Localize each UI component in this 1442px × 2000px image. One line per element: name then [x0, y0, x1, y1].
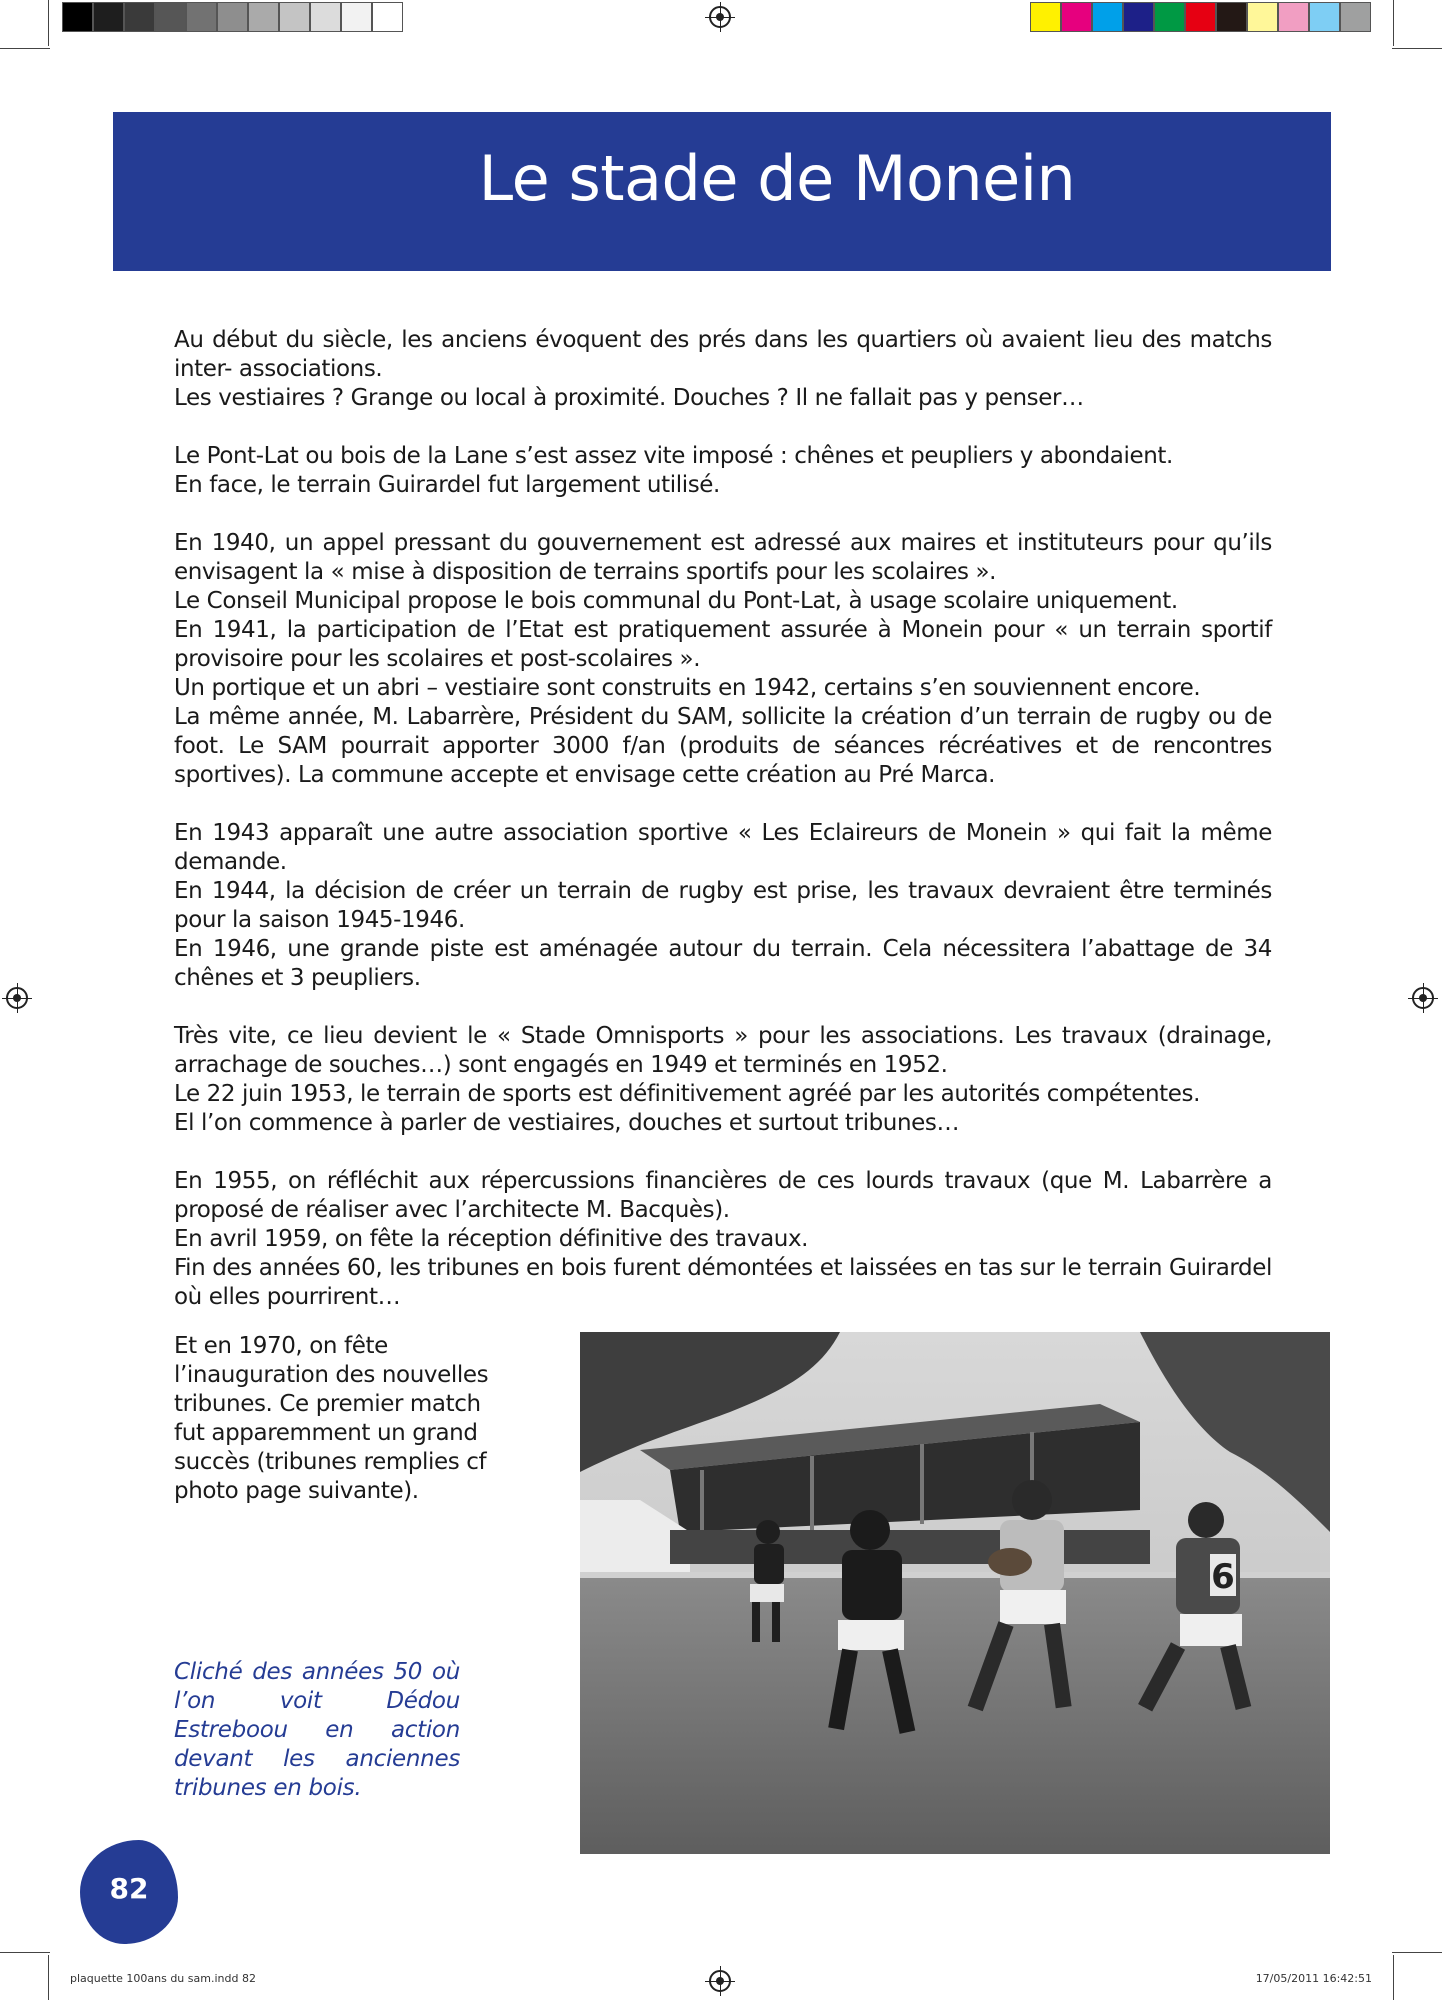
- jersey-number: 6: [1211, 1557, 1235, 1597]
- text-line: Les vestiaires ? Grange ou local à proximité. Douches ? Il ne fallait pas y penser…: [174, 385, 1084, 411]
- text-line: Le Pont-Lat ou bois de la Lane s’est assez vite imposé : chênes et peupliers y abondaient.: [174, 443, 1173, 469]
- color-swatch: [1247, 2, 1278, 32]
- crop-mark: [48, 0, 49, 46]
- rugby-match-photo: [580, 1332, 1330, 1854]
- footer-timestamp: 17/05/2011 16:42:51: [1255, 1972, 1372, 1985]
- text-line: En 1955, on réfléchit aux répercussions financières de ces lourds travaux (que M. Labarrère a proposé de réaliser avec l’architecte M. Bacquès).: [174, 1168, 1272, 1223]
- color-swatch: [1123, 2, 1154, 32]
- color-calibration-bar: [1030, 2, 1371, 34]
- paragraph: [174, 442, 1272, 500]
- crop-mark: [0, 1952, 50, 1953]
- text-line: En 1944, la décision de créer un terrain de rugby est prise, les travaux devraient être terminés pour la saison 1945-1946.: [174, 878, 1272, 933]
- color-swatch: [155, 2, 186, 32]
- registration-mark-icon: [709, 6, 731, 28]
- color-swatch: [217, 2, 248, 32]
- text-line: En avril 1959, on fête la réception définitive des travaux.: [174, 1226, 809, 1252]
- color-swatch: [1185, 2, 1216, 32]
- color-swatch: [372, 2, 403, 32]
- text-line: En 1943 apparaît une autre association sportive « Les Eclaireurs de Monein » qui fait la même demande.: [174, 820, 1272, 875]
- paragraph: [174, 326, 1272, 413]
- color-swatch: [62, 2, 93, 32]
- text-line: En 1946, une grande piste est aménagée autour du terrain. Cela nécessitera l’abattage de 34 chênes et 3 peupliers.: [174, 936, 1272, 991]
- page-title: Le stade de Monein: [478, 142, 1076, 215]
- registration-mark-icon: [6, 987, 28, 1009]
- text-line: En face, le terrain Guirardel fut largement utilisé.: [174, 472, 720, 498]
- color-swatch: [1309, 2, 1340, 32]
- crop-mark: [1393, 1955, 1394, 2000]
- color-swatch: [1092, 2, 1123, 32]
- color-swatch: [93, 2, 124, 32]
- text-line: Un portique et un abri – vestiaire sont construits en 1942, certains s’en souviennent encore.: [174, 675, 1201, 701]
- paragraph: [174, 529, 1272, 790]
- photo-caption: Cliché des années 50 où l’on voit Dédou Estreboou en action devant les anciennes tribunes en bois.: [174, 1659, 460, 1801]
- color-swatch: [124, 2, 155, 32]
- footer-file-name: plaquette 100ans du sam.indd 82: [70, 1972, 256, 1985]
- gray-calibration-bar: [62, 2, 403, 34]
- text-line: En 1941, la participation de l’Etat est pratiquement assurée à Monein pour « un terrain sportif provisoire pour les scolaires et post-scolaires ».: [174, 617, 1272, 672]
- color-swatch: [186, 2, 217, 32]
- crop-mark: [1393, 0, 1394, 46]
- paragraph: [174, 1167, 1272, 1312]
- color-swatch: [1278, 2, 1309, 32]
- color-swatch: [1340, 2, 1371, 32]
- text-line: En 1940, un appel pressant du gouvernement est adressé aux maires et instituteurs pour qu’ils envisagent la « mise à disposition de terrains sportifs pour les scolaires ».: [174, 530, 1272, 585]
- header-band: [113, 112, 1331, 271]
- color-swatch: [310, 2, 341, 32]
- text-line: Très vite, ce lieu devient le « Stade Omnisports » pour les associations. Les travaux (drainage, arrachage de souches…) sont engagés en 1949 et terminés en 1952.: [174, 1023, 1272, 1078]
- text-line: El l’on commence à parler de vestiaires, douches et surtout tribunes…: [174, 1110, 960, 1136]
- registration-mark-icon: [709, 1970, 731, 1992]
- text-line: Le Conseil Municipal propose le bois communal du Pont-Lat, à usage scolaire uniquement.: [174, 588, 1178, 614]
- text-line: Au début du siècle, les anciens évoquent des prés dans les quartiers où avaient lieu des matchs inter- associations.: [174, 327, 1272, 382]
- text-line: Fin des années 60, les tribunes en bois furent démontées et laissées en tas sur le terrain Guirardel où elles pourrirent…: [174, 1255, 1272, 1310]
- color-swatch: [1154, 2, 1185, 32]
- crop-mark: [1392, 1952, 1442, 1953]
- color-swatch: [1030, 2, 1061, 32]
- crop-mark: [48, 1955, 49, 2000]
- page-number: 82: [109, 1872, 149, 1905]
- crop-mark: [0, 48, 50, 49]
- paragraph: [174, 819, 1272, 993]
- article-body: [174, 326, 1272, 1341]
- registration-mark-icon: [1412, 987, 1434, 1009]
- color-swatch: [1216, 2, 1247, 32]
- text-line: La même année, M. Labarrère, Président du SAM, sollicite la création d’un terrain de rugby ou de foot. Le SAM pourrait apporter 3000 f/an (produits de séances récréatives et de rencontres sportives). La commune accepte et envisage cette création au Pré Marca.: [174, 704, 1272, 788]
- color-swatch: [279, 2, 310, 32]
- paragraph: [174, 1022, 1272, 1138]
- color-swatch: [1061, 2, 1092, 32]
- side-paragraph: Et en 1970, on fête l’inauguration des nouvelles tribunes. Ce premier match fut apparemment un grand succès (tribunes remplies cf photo page suivante).: [174, 1333, 489, 1504]
- crop-mark: [1392, 48, 1442, 49]
- text-line: Le 22 juin 1953, le terrain de sports est définitivement agréé par les autorités compétentes.: [174, 1081, 1201, 1107]
- color-swatch: [341, 2, 372, 32]
- color-swatch: [248, 2, 279, 32]
